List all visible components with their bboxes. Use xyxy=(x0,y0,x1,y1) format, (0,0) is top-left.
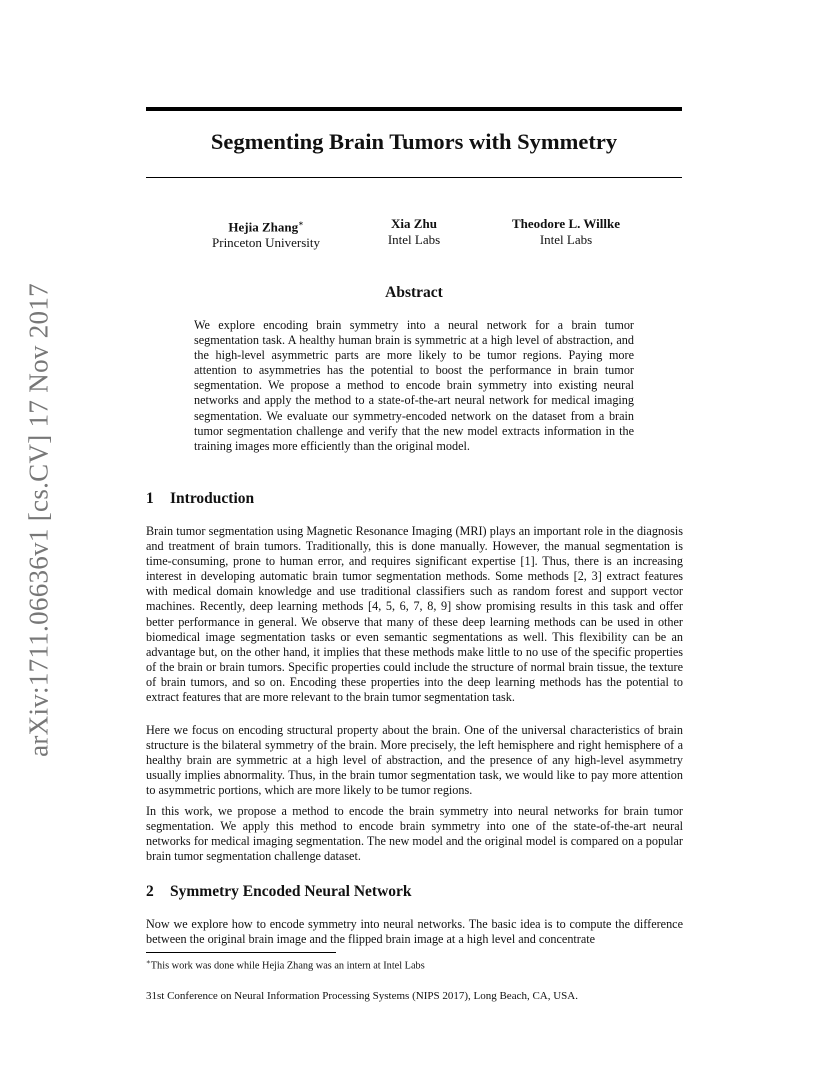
section-title: Symmetry Encoded Neural Network xyxy=(170,883,412,900)
author-affiliation: Intel Labs xyxy=(387,232,441,247)
abstract-heading: Abstract xyxy=(385,284,443,301)
footnote-text: This work was done while Hejia Zhang was an intern at Intel Labs xyxy=(150,960,425,972)
arxiv-identifier: arXiv:1711.06636v1 [cs.CV] 17 Nov 2017 xyxy=(23,283,54,757)
title-bottom-rule xyxy=(146,177,682,178)
footnote xyxy=(146,956,683,972)
paper-title: Segmenting Brain Tumors with Symmetry xyxy=(210,129,618,154)
section-title: Introduction xyxy=(170,490,255,507)
author-affiliation: Intel Labs xyxy=(539,232,593,247)
conference-note: 31st Conference on Neural Information Processing Systems (NIPS 2017), Long Beach, CA, USA. xyxy=(146,990,578,1002)
author-block xyxy=(496,216,636,248)
paragraph: Brain tumor segmentation using Magnetic Resonance Imaging (MRI) plays an important role in the diagnosis and treatment of brain tumors. Traditionally, this is done manually. However, the manual segmentation is time-consuming, prone to human error, and requires significant expertise [1]. Thus, there is an increasing interest in developing automatic brain tumor segmentation methods. Some methods [2, 3] extract features with medical domain knowledge and use traditional classifiers such as random forest and support vector machines. Recently, deep learning methods [4, 5, 6, 7, 8, 9] show promising results in this task and offer better performance in general. We observe that many of these deep learning methods can be used in other biomedical image segmentation tasks or even semantic segmentations as well. This flexibility can be an advantage but, on the other hand, it implies that these methods make little to no use of the specific properties of the brain or brain tumors. Specific properties could include the structure of normal brain tissue, the texture of brain tumors, and so on. Encoding these properties into the deep learning methods has the potential to extract features that are more relevant to the brain tumor segmentation task. xyxy=(146,524,683,705)
footnote-mark: ∗ xyxy=(146,958,151,966)
author-name: Hejia Zhang xyxy=(228,219,299,235)
author-block xyxy=(364,216,464,248)
paragraph: Here we focus on encoding structural property about the brain. One of the universal characteristics of brain structure is the bilateral symmetry of the brain. More precisely, the left hemisphere and right hemisphere of a healthy brain are symmetric at a high level of abstraction, and the presence of any high-level asymmetry usually implies abnormality. Thus, in the brain tumor segmentation task, we would like to pay more attention to asymmetric portions, which are more likely to be tumor regions. xyxy=(146,723,683,798)
section-heading xyxy=(146,490,682,508)
section-number: 2 xyxy=(146,883,154,900)
section-heading xyxy=(146,883,682,901)
title-top-rule xyxy=(146,107,682,111)
author-block xyxy=(196,216,336,251)
author-footnote-mark: ∗ xyxy=(298,219,304,228)
author-name: Theodore L. Willke xyxy=(512,216,620,231)
abstract-text: We explore encoding brain symmetry into a neural network for a brain tumor segmentation task. A healthy human brain is symmetric at a high level of abstraction, and the high-level asymmetric parts are more likely to be tumor regions. Paying more attention to asymmetries has the potential to boost the performance in brain tumor segmentation. We propose a method to encode brain symmetry into existing neural networks and apply the method to a state-of-the-art neural network for medical imaging segmentation. We evaluate our symmetry-encoded network on the dataset from a brain tumor segmentation challenge and verify that the new model extracts information in the training images more efficiently than the original model. xyxy=(194,318,634,453)
arxiv-sidebar xyxy=(24,280,54,760)
section-number: 1 xyxy=(146,490,154,507)
footnote-rule xyxy=(146,952,336,953)
author-affiliation: Princeton University xyxy=(212,235,320,251)
author-name: Xia Zhu xyxy=(391,216,437,231)
paragraph: In this work, we propose a method to encode the brain symmetry into neural networks for brain tumor segmentation. We apply this method to encode brain symmetry into one of the state-of-the-art neural networks for medical imaging segmentation. The new model and the original model is compared on a popular brain tumor segmentation challenge dataset. xyxy=(146,804,683,864)
paragraph: Now we explore how to encode symmetry into neural networks. The basic idea is to compute the difference between the original brain image and the flipped brain image at a high level and concentrate xyxy=(146,917,683,947)
